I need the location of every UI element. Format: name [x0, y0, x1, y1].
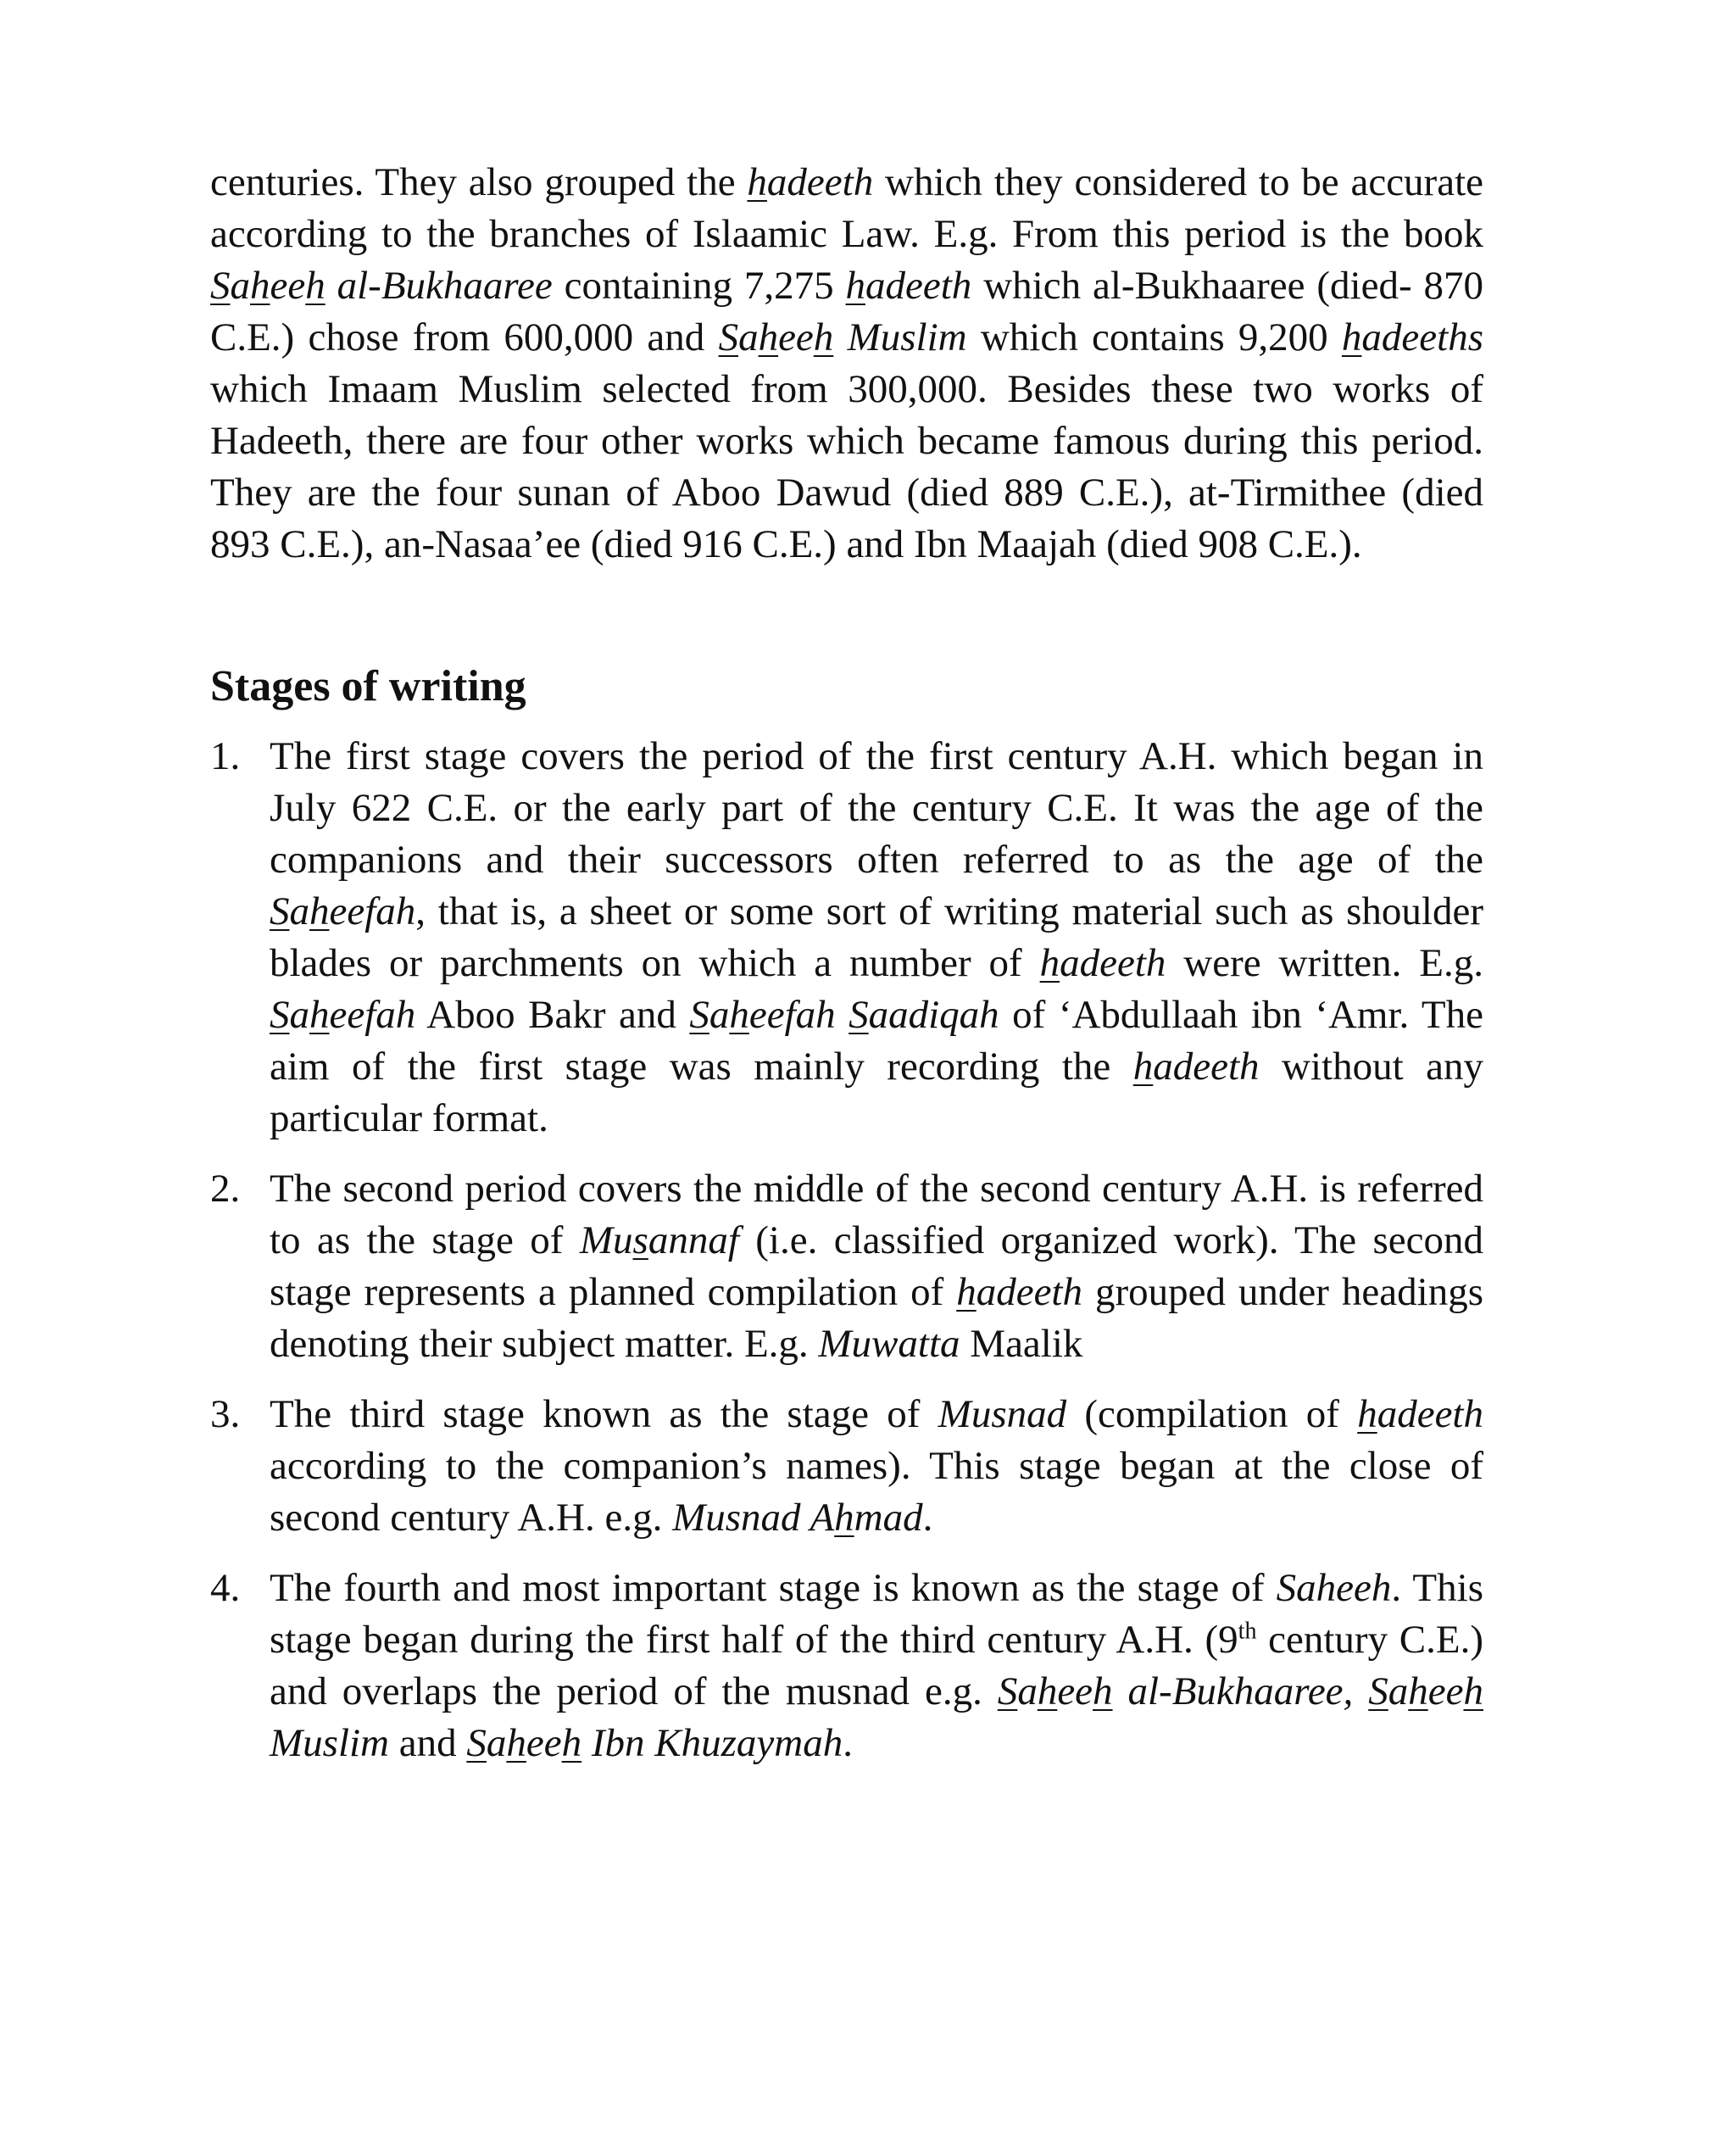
text-run: h [506, 1721, 526, 1765]
text-run: and [389, 1721, 467, 1765]
stage-item-1 [210, 731, 1483, 1145]
text-run: Musnad A [672, 1496, 835, 1540]
stage-text [270, 1392, 1483, 1540]
text-run: . [843, 1721, 853, 1765]
text-run: a [230, 264, 250, 308]
text-run: . This stage began during the first half of the third century A.H. (9 [270, 1566, 1483, 1662]
text-run: a [1017, 1669, 1038, 1713]
stage-number: 3. [210, 1392, 241, 1436]
text-run: S [1368, 1669, 1388, 1713]
text-run: S [466, 1721, 487, 1765]
text-run: containing 7,275 [552, 264, 846, 308]
text-run: h [305, 264, 326, 308]
text-run: ee [1057, 1669, 1093, 1713]
text-run: century C.E.) and overlaps the period of the musnad e.g. [270, 1618, 1484, 1713]
text-run: h [813, 315, 834, 359]
text-run: h [834, 1496, 854, 1540]
text-run: adeeth [1153, 1045, 1260, 1089]
stage-number: 1. [210, 734, 241, 778]
stage-text [270, 734, 1483, 1140]
text-run [836, 993, 849, 1037]
text-run: Ibn Khuzaymah [581, 1721, 843, 1765]
text-run: a [738, 315, 759, 359]
text-run: h [1357, 1392, 1377, 1436]
text-run: Maalik [960, 1322, 1083, 1366]
text-run: The third stage known as the stage of [270, 1392, 938, 1436]
text-run: adeeth [766, 160, 874, 204]
stage-item-3 [210, 1389, 1483, 1544]
text-run: h [1039, 941, 1060, 985]
text-run: Muwatta [818, 1322, 960, 1366]
text-run: h [561, 1721, 582, 1765]
stage-number: 4. [210, 1566, 241, 1610]
text-run: Muslim [270, 1721, 389, 1765]
text-run: adeeth [865, 264, 972, 308]
text-run: h [309, 889, 330, 933]
text-run: S [210, 264, 231, 308]
stage-text [270, 1167, 1483, 1366]
text-run: Muslim [833, 315, 967, 359]
text-run: S [689, 993, 709, 1037]
text-run: which they considered to be accurate according to the branches of Islaamic Law. E.g. From this period is the book [210, 160, 1483, 256]
intro-paragraph [210, 157, 1483, 571]
text-run: h [747, 160, 767, 204]
text-run: h [845, 264, 866, 308]
text-run: h [758, 315, 779, 359]
text-run: according to the companion’s names). This stage began at the close of second century A.H. e.g. [270, 1444, 1483, 1540]
text-run: annaf [648, 1218, 739, 1262]
text-run: adeeth [1060, 941, 1166, 985]
text-run: which Imaam Muslim selected from 300,000. Besides these two works of Hadeeth, there are four other works which became famous during this period. They are the four sunan of Aboo Dawud (died 889 C.E.), at-Tirmithee (died 893 C.E.), an-Nasaa’ee (died 916 C.E.) and Ibn Maajah (died 908 C.E.). [210, 367, 1483, 566]
text-run: a [709, 993, 730, 1037]
text-run: a [289, 993, 309, 1037]
text-run: h [309, 993, 330, 1037]
text-run: h [1132, 1045, 1154, 1089]
text-run: without any particular format. [270, 1045, 1483, 1140]
text-run: h [1408, 1669, 1428, 1713]
text-run: h [1093, 1669, 1113, 1713]
text-run: eefah [329, 993, 416, 1037]
text-run: . [922, 1496, 933, 1540]
stage-number: 2. [210, 1167, 241, 1211]
text-run: (i.e. classified organized work). The second stage represents a planned compilation of [270, 1218, 1484, 1314]
text-run: grouped under headings denoting their subject matter. E.g. [270, 1270, 1483, 1366]
text-run: h [956, 1270, 976, 1314]
text-run: S [997, 1669, 1018, 1713]
stages-list [210, 731, 1483, 1769]
stage-text [270, 1566, 1483, 1765]
text-run: which contains 9,200 [966, 315, 1342, 359]
text-run: a [486, 1721, 507, 1765]
text-run: h [250, 264, 270, 308]
text-run: adeeth [1377, 1392, 1483, 1436]
stage-item-2 [210, 1163, 1483, 1370]
text-run: eefah [329, 889, 416, 933]
text-run: ee [778, 315, 814, 359]
text-run: al-Bukhaaree [1112, 1669, 1344, 1713]
text-run: Aboo Bakr and [415, 993, 690, 1037]
text-run: Musnad [938, 1392, 1067, 1436]
text-run: (compilation of [1066, 1392, 1358, 1436]
stage-item-4 [210, 1563, 1483, 1769]
text-run: S [849, 993, 869, 1037]
text-run: ee [526, 1721, 562, 1765]
text-run: ee [270, 264, 306, 308]
text-run: The first stage covers the period of the first century A.H. which began in July 622 C.E. or the early part of the century C.E. It was the age of the companions and their successors often referred to as the age of the [270, 734, 1483, 882]
text-run: a [1388, 1669, 1409, 1713]
text-run: , that is, a sheet or some sort of writing material such as shoulder blades or parchments on which a number of [270, 889, 1483, 985]
text-run: s [632, 1218, 648, 1262]
text-run: mad [854, 1496, 923, 1540]
text-run: The second period covers the middle of the second century A.H. is referred to as the stage of [270, 1167, 1483, 1262]
text-run: centuries. They also grouped the [210, 160, 748, 204]
text-run: were written. E.g. [1166, 941, 1484, 985]
section-heading: Stages of writing [210, 662, 526, 710]
text-run: S [270, 889, 290, 933]
text-run: aadiqah [868, 993, 999, 1037]
text-run: th [1238, 1618, 1257, 1645]
text-run: h [1463, 1669, 1483, 1713]
text-run: al-Bukhaaree [325, 264, 553, 308]
text-run: h [1341, 315, 1362, 359]
text-run: h [729, 993, 749, 1037]
text-run: , [1343, 1669, 1369, 1713]
text-run: Saheeh [1276, 1566, 1392, 1610]
text-run: h [1037, 1669, 1058, 1713]
text-run: ee [1427, 1669, 1464, 1713]
text-run: which al-Bukhaaree (died- 870 C.E.) chose from 600,000 and [210, 264, 1483, 359]
document-page [210, 157, 1483, 1788]
text-run: adeeths [1361, 315, 1483, 359]
text-run: eefah [748, 993, 836, 1037]
text-run: of ‘Abdullaah ibn ‘Amr. The aim of the first stage was mainly recording the [270, 993, 1483, 1089]
text-run: The fourth and most important stage is known as the stage of [270, 1566, 1277, 1610]
text-run: a [289, 889, 309, 933]
text-run: Mu [579, 1218, 633, 1262]
text-run: S [270, 993, 290, 1037]
text-run: adeeth [976, 1270, 1082, 1314]
text-run: S [718, 315, 739, 359]
